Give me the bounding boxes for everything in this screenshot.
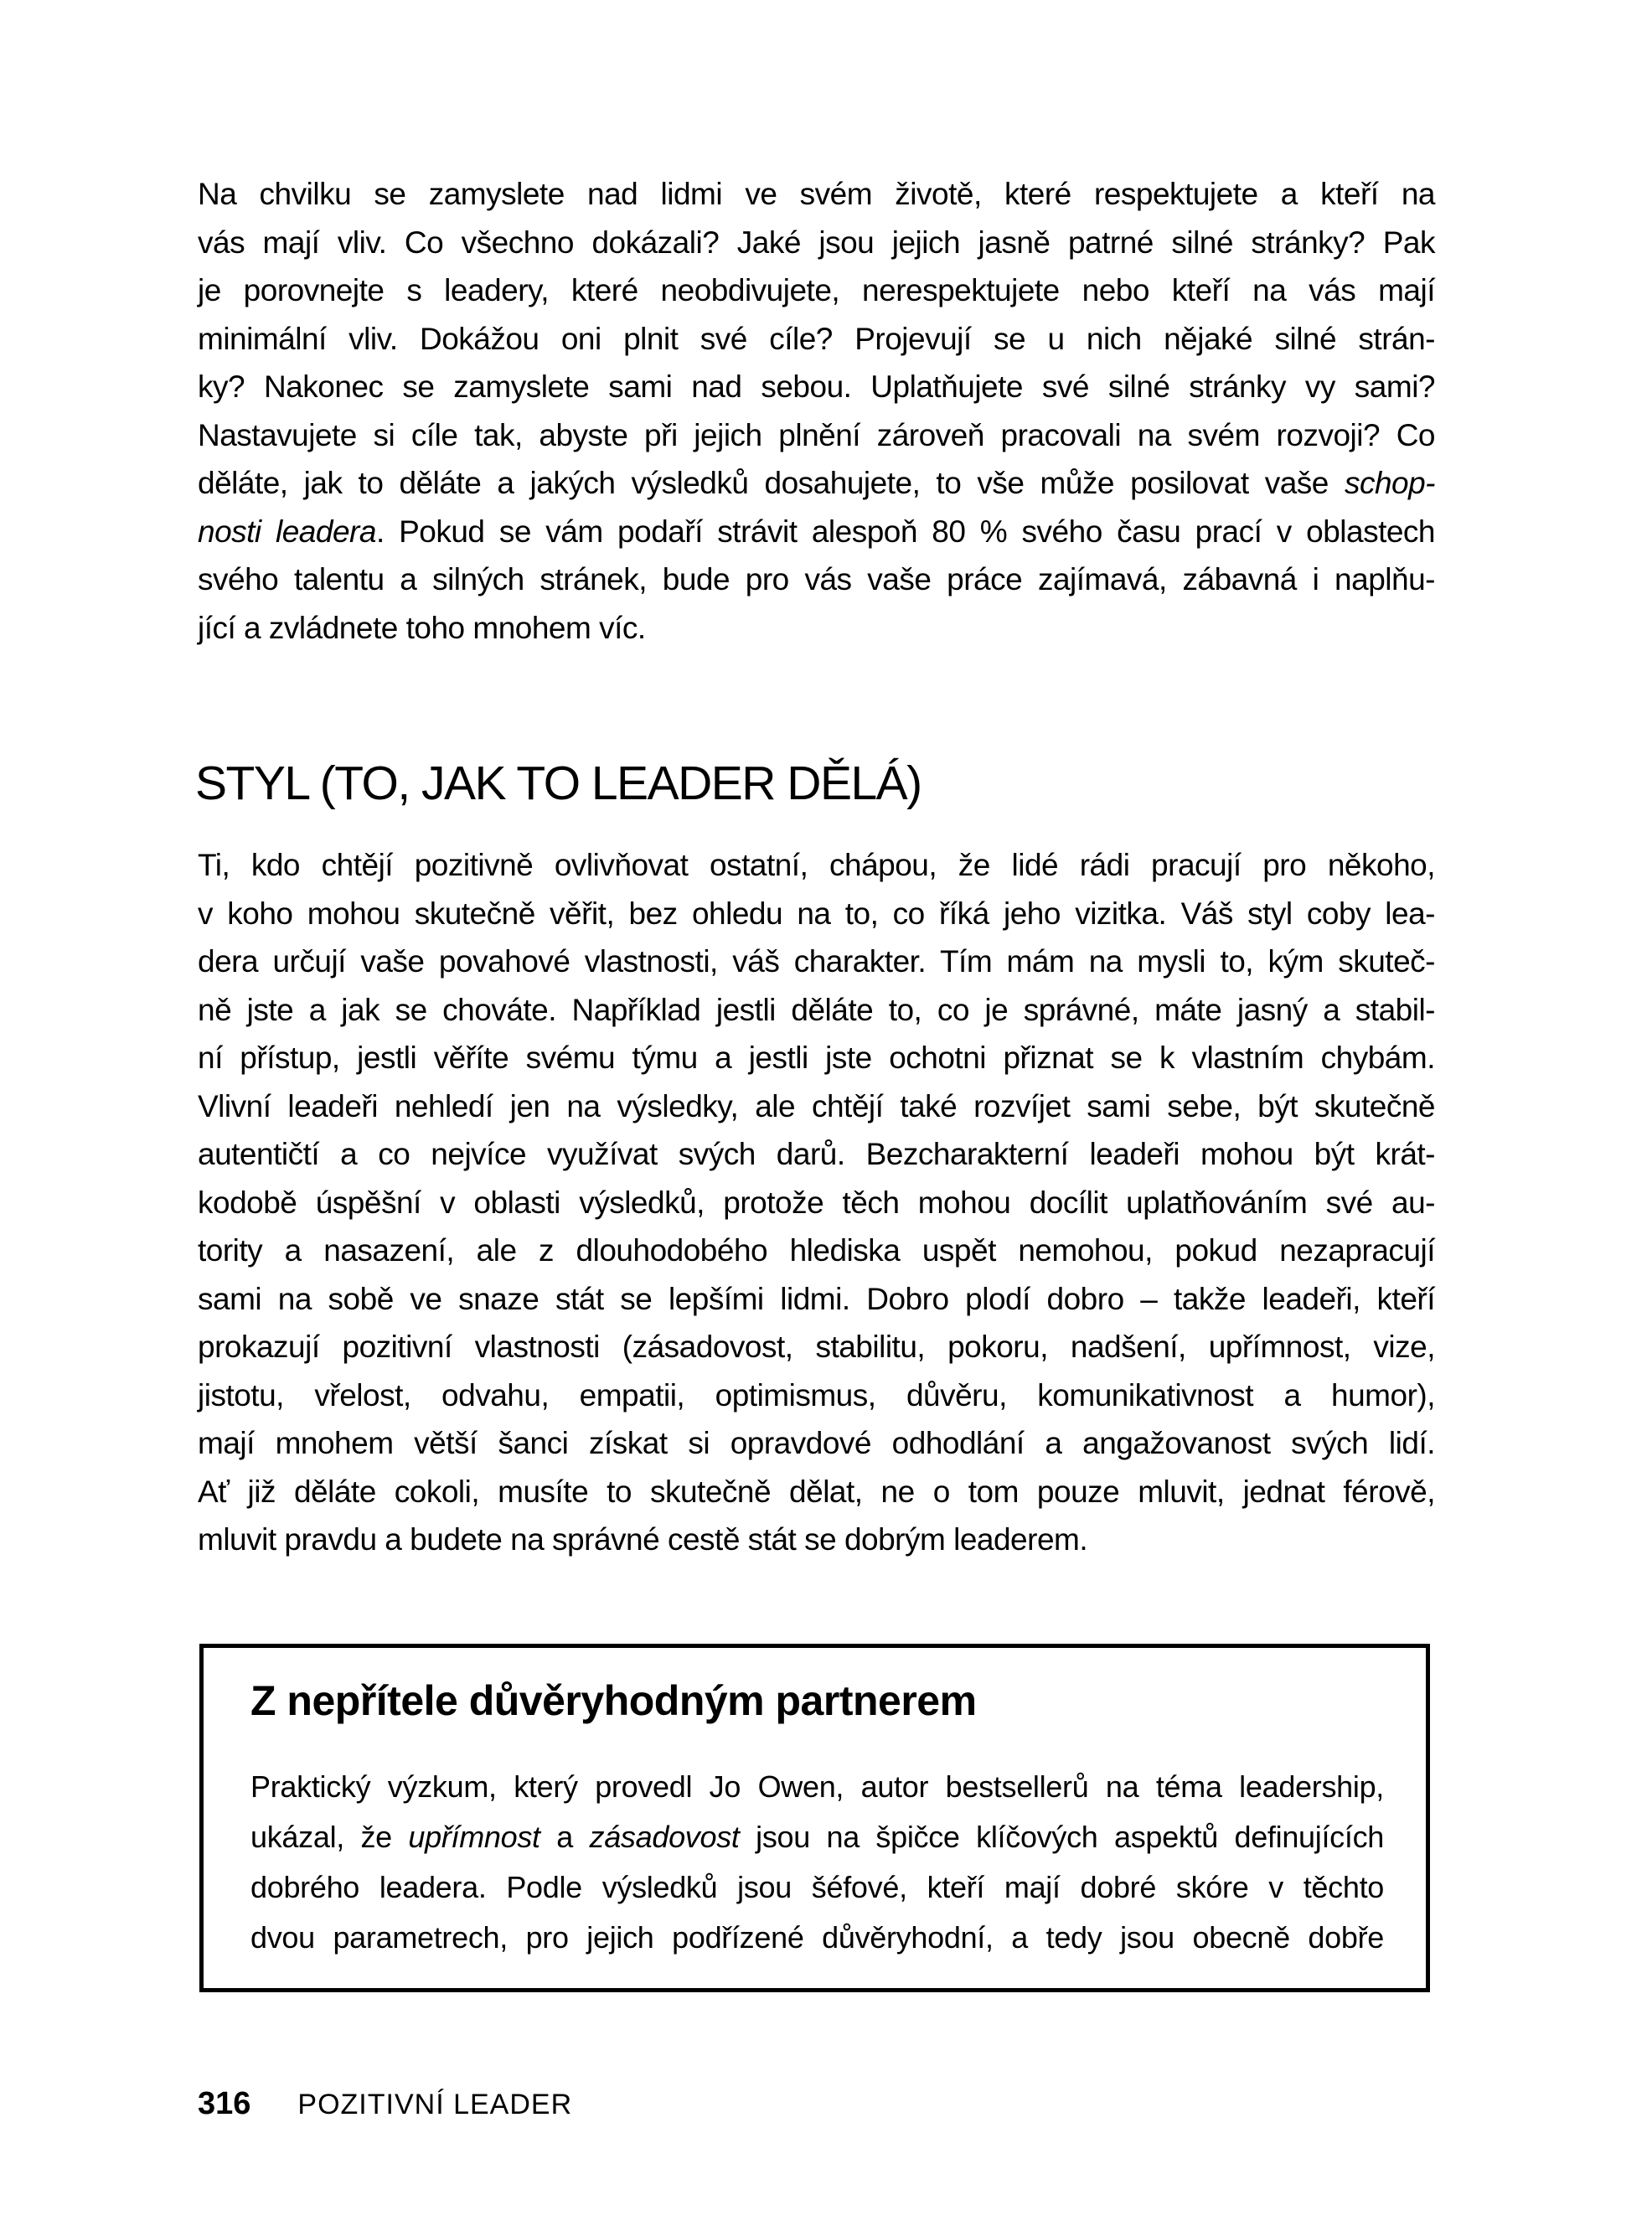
text-line: ky? Nakonec se zamyslete sami nad sebou. Uplatňujete své silné stránky vy sami? — [198, 369, 1435, 404]
text-line: Vlivní leadeři nehledí jen na výsledky, ale chtějí také rozvíjet sami sebe, být skutečně — [198, 1088, 1435, 1123]
text-line: svého talentu a silných stránek, bude pro vás vaše práce zajímavá, zábavná i naplňu- — [198, 562, 1435, 597]
running-footer-title: POZITIVNÍ LEADER — [297, 2089, 573, 2120]
text-line: ní přístup, jestli věříte svému týmu a jestli jste ochotni přiznat se k vlastním chybám. — [198, 1041, 1435, 1075]
page-number: 316 — [198, 2086, 251, 2121]
text-line: sami na sobě ve snaze stát se lepšími lidmi. Dobro plodí dobro – takže leadeři, kteří — [198, 1281, 1435, 1316]
text-line: autentičtí a co nejvíce využívat svých darů. Bezcharakterní leadeři mohou být krát- — [198, 1137, 1435, 1171]
text-line: vás mají vliv. Co všechno dokázali? Jaké jsou jejich jasně patrné silné stránky? Pak — [198, 225, 1435, 260]
text-line: mluvit pravdu a budete na správné cestě stát se dobrým leaderem. — [198, 1522, 1088, 1557]
style-paragraph — [198, 841, 1435, 1564]
text-line: tority a nasazení, ale z dlouhodobého hlediska uspět nemohou, pokud nezapracují — [198, 1233, 1435, 1268]
callout-box — [199, 1644, 1430, 1992]
text-line: kodobě úspěšní v oblasti výsledků, protože těch mohou docílit uplatňováním své au- — [198, 1185, 1435, 1220]
text-line: Ti, kdo chtějí pozitivně ovlivňovat ostatní, chápou, že lidé rádi pracují pro někoho, — [198, 848, 1435, 882]
text-line: Praktický výzkum, který provedl Jo Owen, autor bestsellerů na téma leadership, — [250, 1769, 1384, 1804]
intro-paragraph — [198, 170, 1435, 652]
section-heading: STYL (TO, JAK TO LEADER DĚLÁ) — [195, 757, 922, 811]
callout-paragraph — [250, 1762, 1384, 1963]
page-footer — [198, 2086, 572, 2122]
text-line: Ať již děláte cokoli, musíte to skutečně dělat, ne o tom pouze mluvit, jednat férově, — [198, 1474, 1435, 1509]
text-line: mají mnohem větší šanci získat si opravdové odhodlání a angažovanost svých lidí. — [198, 1426, 1435, 1460]
text-line: ně jste a jak se chováte. Například jestli děláte to, co je správné, máte jasný a stabil- — [198, 992, 1435, 1027]
text-line: minimální vliv. Dokážou oni plnit své cíle? Projevují se u nich nějaké silné strán- — [198, 321, 1435, 356]
text-line: jící a zvládnete toho mnohem víc. — [198, 610, 646, 645]
text-line: je porovnejte s leadery, které neobdivujete, nerespektujete nebo kteří na vás mají — [198, 273, 1435, 307]
text-line: dera určují vaše povahové vlastnosti, váš charakter. Tím mám na mysli to, kým skuteč- — [198, 944, 1435, 979]
text-line: jistotu, vřelost, odvahu, empatii, optimismus, důvěru, komunikativnost a humor), — [198, 1377, 1435, 1413]
text-line: děláte, jak to děláte a jakých výsledků dosahujete, to vše může posilovat vaše schop- — [198, 466, 1435, 500]
text-line: v koho mohou skutečně věřit, bez ohledu na to, co říká jeho vizitka. Váš styl coby lea- — [198, 896, 1435, 931]
text-line: prokazují pozitivní vlastnosti (zásadovost, stabilitu, pokoru, nadšení, upřímnost, vize, — [198, 1330, 1435, 1364]
callout-heading: Z nepřítele důvěryhodným partnerem — [250, 1677, 977, 1724]
text-line: dobrého leadera. Podle výsledků jsou šéfové, kteří mají dobré skóre v těchto — [250, 1870, 1384, 1904]
text-line: nosti leadera. Pokud se vám podaří strávit alespoň 80 % svého času prací v oblastech — [198, 514, 1436, 549]
text-line: Nastavujete si cíle tak, abyste při jejich plnění zároveň pracovali na svém rozvoji? Co — [198, 417, 1435, 452]
text-line: ukázal, že upřímnost a zásadovost jsou na špičce klíčových aspektů definujících — [250, 1820, 1384, 1854]
text-line: dvou parametrech, pro jejich podřízené důvěryhodní, a tedy jsou obecně dobře — [250, 1920, 1384, 1955]
text-line: Na chvilku se zamyslete nad lidmi ve svém životě, které respektujete a kteří na — [198, 177, 1435, 211]
